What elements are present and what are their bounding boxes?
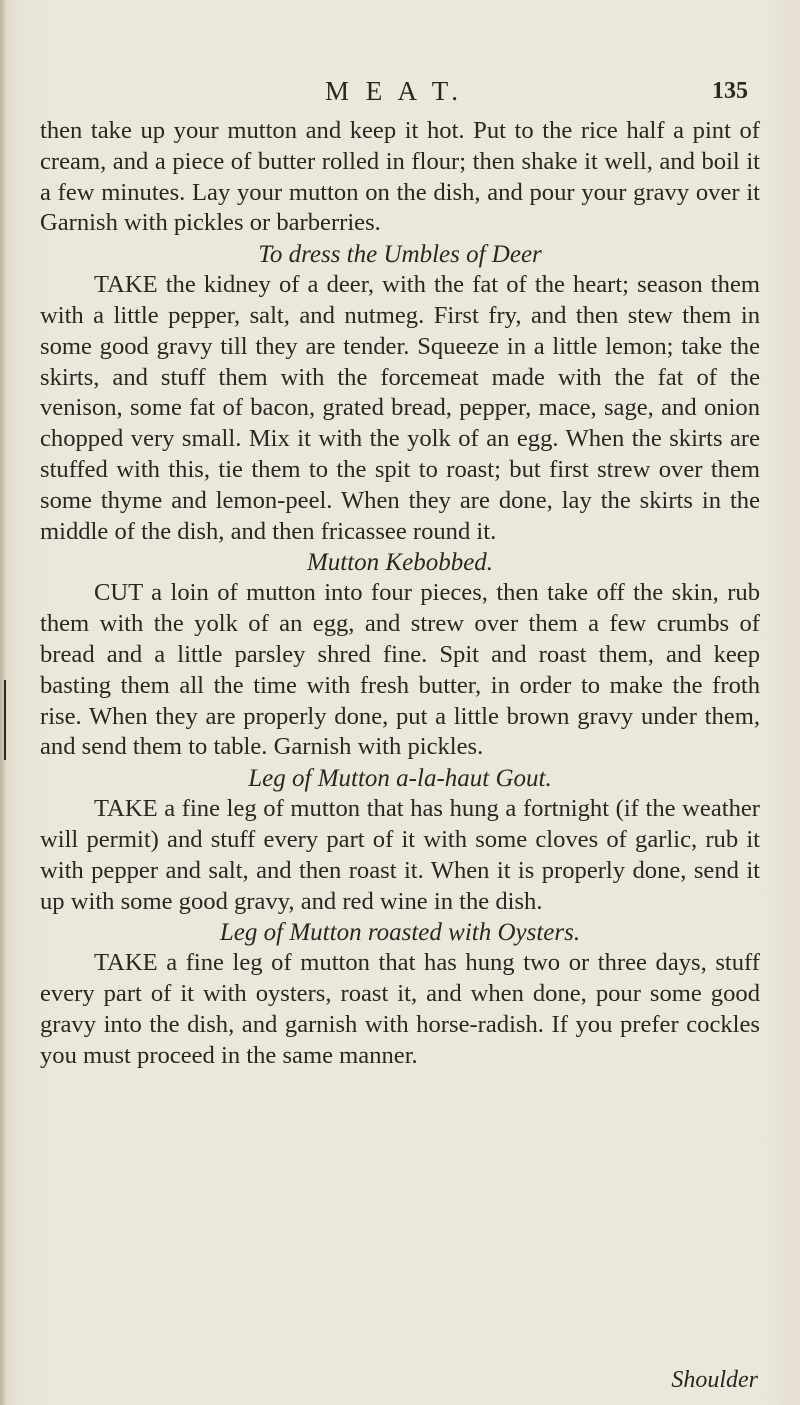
catchword: Shoulder: [671, 1367, 758, 1393]
page-number: 135: [712, 78, 748, 104]
recipe-title: Mutton Kebobbed.: [306, 549, 494, 577]
recipe-text: CUT a loin of mutton into four pieces, then take off the skin, rub them with the yolk of an egg, and strew over them a few crumbs of bread and a little parsley shred fine. Spit and roast them, and keep basting them all the time with fresh butter, in order to make the froth rise. When they are properly done, put a little brown gravy under them, and send them to table. Garnish with pickles.: [40, 579, 760, 761]
recipe-text: TAKE a fine leg of mutton that has hung a fortnight (if the weather will permit) and stuff every part of it with some cloves of garlic, rub it with pepper and salt, and then roast it. When it is properly done, send it up with some good gravy, and red wine in the dish.: [40, 795, 760, 915]
continued-paragraph: then take up your mutton and keep it hot. Put to the rice half a pint of cream, and a piece of butter rolled in flour; then shake it well, and boil it a few minutes. Lay your mutton on the dish, and pour your gravy over it Garnish with pickles or barberries.: [40, 117, 760, 237]
page-header: [0, 76, 800, 112]
recipe-text: TAKE the kidney of a deer, with the fat of the heart; season them with a little pepper, salt, and nutmeg. First fry, and then stew them in some good gravy till they are tender. Squeeze in a little lemon; take the skirts, and stuff them with the forcemeat made with the fat of the venison, some fat of bacon, grated bread, pepper, mace, sage, and onion chopped very small. Mix it with the yolk of an egg. When the skirts are stuffed with this, tie them to the spit to roast; but first strew over them some thyme and lemon-peel. When they are done, lay the skirts in the middle of the dish, and then fricassee round it.: [40, 271, 760, 545]
recipe-title: Leg of Mutton a-la-haut Gout.: [248, 765, 552, 793]
recipe-title: To dress the Umbles of Deer: [258, 241, 542, 269]
running-head: M E A T.: [325, 76, 464, 106]
recipe-text: TAKE a fine leg of mutton that has hung two or three days, stuff every part of it with oysters, roast it, and when done, pour some good gravy into the dish, and garnish with horse-radish. If you prefer cockles you must proceed in the same manner.: [40, 949, 760, 1069]
margin-mark: [4, 680, 6, 760]
recipe-title: Leg of Mutton roasted with Oysters.: [219, 919, 581, 947]
page-text: [40, 116, 760, 1072]
